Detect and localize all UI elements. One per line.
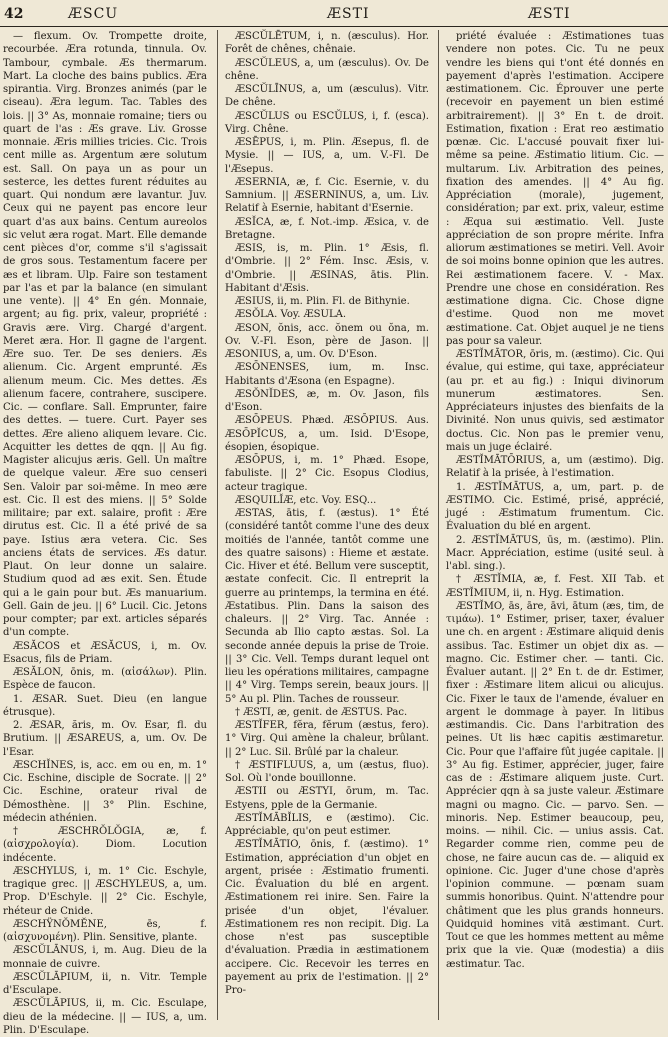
entry: ÆSQUILĬÆ, etc. Voy. ESQ... [235, 494, 377, 506]
entry: ÆSTĬMĀTOR, ōris, m. (æstimo). Cic. Qui évalue, qui estime, qui taxe, appréciateur (au pr. et au fig.) : Iniqui divinorum munerum æstimatores. Sen. Appréciateurs injustes des bienfaits de la Divinité. Non unus quivis, sed æstimator doctus. Cic. Non pas le premier venu, mais un juge éclairé. [446, 349, 664, 453]
entry: ÆSCHYLUS, i, m. 1° Cic. Eschyle, tragique grec. || ÆSCHYLEUS, a, um. Prop. D'Eschyle. || 2° Cic. Eschyle, rhéteur de Cnide. [3, 865, 207, 917]
entry: ÆSERNIA, æ, f. Cic. Esernie, v. du Samnium. || ÆSERNINUS, a, um. Liv. Relatif à Esernie, habitant d'Esernie. [225, 176, 429, 215]
header-rule [0, 26, 668, 27]
column-3 [446, 30, 664, 1020]
entry: — flexum. Ov. Trompette droite, recourbée. Æra rotunda, tinnula. Ov. Tambour, cymbale. Æs thermarum. Mart. La cloche des bains publics. Æra spirantia. Virg. Bronzes animés (par le ciseau). Æra legum. Tac. Tables des lois. || 3° As, monnaie romaine; tiers ou quart de l'as : Æs grave. Liv. Grosse monnaie. Æris millies tricies. Cic. Trois cent mille as. Argentum ære solutum est. Sall. On paya un as pour un sesterce, les dettes furent réduites au quart. Qui nondum ære lavantur. Juv. Ceux qui ne payent pas encore leur quart d'as aux bains. Centum aureolos sic velut æra rogat. Mart. Elle demande cent pièces d'or, comme s'il s'agissait de gros sous. Testamentum facere per æs et libram. Ulp. Faire son testament par l'as et par la balance (en simulant une vente). || 4° En gén. Monnaie, argent; au fig. prix, valeur, propriété : Gravis ære. Virg. Chargé d'argent. Meret æra. Hor. Il gagne de l'argent. Ære suo. Ter. De ses deniers. Æs alienum. Cic. Argent emprunté. Æs alienum meum. Cic. Mes dettes. Æs alienum facere, contrahere, suscipere. Cic. — conflare. Sall. Emprunter, faire des dettes. — tuere. Curt. Payer ses dettes. Ære alieno aliquem levare. Cic. Acquitter les dettes de qqn. || Au fig. Magister alicujus æris. Gell. Un maître de quelque valeur. Ære suo censeri Sen. Valoir par soi-même. In meo ære est. Cic. Il est des miens. || 5° Solde militaire; par ext. salaire, profit : Ære dirutus est. Cic. Il a été privé de sa paye. Istius æra vetera. Cic. Ses anciens états de services. Æs datur. Plaut. On leur donne un salaire. Studium quod ad æs exit. Sen. Étude qui a le gain pour but. Æs manuarium. Gell. Gain de jeu. || 6° Lucil. Cic. Jetons pour compter; par ext. articles séparés d'un compte. [3, 31, 207, 639]
entry: ÆSTĬMĀTIO, ōnis, f. (æstimo). 1° Estimation, appréciation d'un objet en argent, prisée : Æstimatio frumenti. Cic. Évaluation du blé en argent. Æstimationem rei inire. Sen. Faire la prisée d'un objet, l'évaluer. Æstimationem res non recipit. Dig. La chose n'est pas susceptible d'évaluation. Prædia in æstimationem accipere. Cic. Recevoir les terres en payement au prix de l'estimation. || 2° Pro- [225, 839, 429, 996]
entry: ÆSŌPEUS. Phæd. ÆSŌPIUS. Aus. ÆSŌPĬCUS, a, um. Isid. D'Esope, ésopien, ésopique. [225, 415, 429, 453]
entry: ÆSTĬMĀBĬLIS, e (æstimo). Cic. Appréciable, qu'on peut estimer. [225, 812, 429, 837]
column-2 [225, 30, 429, 1020]
entry: 1. ÆSAR. Suet. Dieu (en langue étrusque). [3, 693, 207, 718]
entry: ÆSŌNENSES, ium, m. Insc. Habitants d'Æsona (en Espagne). [225, 362, 429, 387]
entry: ÆSCHŸNŎMĔNE, ēs, f. (αἰσχυνομένη). Plin. Sensitive, plante. [3, 918, 207, 943]
entry: 1. ÆSTĬMĀTUS, a, um, part. p. de ÆSTIMO. Cic. Estimé, prisé, apprécié, jugé : Æstimatum frumentum. Cic. Évaluation du blé en argent. [446, 481, 664, 533]
running-head-left: ÆSCU [68, 6, 119, 22]
entry: ÆSTĬFER, fĕra, fĕrum (æstus, fero). 1° Virg. Qui amène la chaleur, brûlant. || 2° Luc. Sil. Brûlé par la chaleur. [225, 720, 429, 758]
entry: ÆSŎLA. Voy. ÆSULA. [235, 309, 347, 321]
entry: ÆSĒPUS, i, m. Plin. Æsepus, fl. de Mysie. || — IUS, a, um. V.-Fl. De l'Æsepus. [225, 137, 429, 175]
entry: † ÆSCHRŎLŎGIA, æ, f. (αἰσχρολογία). Diom. Locution indécente. [3, 826, 207, 864]
entry: ÆSTAS, ātis, f. (æstus). 1° Été (considéré tantôt comme l'une des deux moitiés de l'année, tantôt comme une des quatre saisons) : Hieme et æstate. Cic. Hiver et été. Bellum vere susceptit, æstate confecit. Cic. Il entreprit la guerre au printemps, la termina en été. Æstatibus. Plin. Dans la saison des chaleurs. || 2° Virg. Tac. Année : Secunda ab Ilio capto æstas. Sol. La seconde année depuis la prise de Troie. || 3° Cic. Vell. Temps durant lequel ont lieu les opérations militaires, campagne || 4° Virg. Temps serein, beaux jours. || 5° Au pl. Plin. Taches de rousseur. [225, 508, 429, 705]
page-header [0, 0, 668, 32]
entry: † ÆSTI, æ, genit. de ÆSTUS. Pac. [235, 706, 408, 718]
page-number: 42 [4, 6, 24, 22]
running-head-center: ÆSTI [327, 6, 370, 22]
entry: ÆSCŬLEUS, a, um (æsculus). Ov. De chêne. [225, 57, 429, 82]
entry: ÆSCHĬNES, is, acc. em ou en, m. 1° Cic. Eschine, disciple de Socrate. || 2° Cic. Eschine, orateur rival de Démosthène. || 3° Plin. Eschine, médecin athénien. [3, 759, 207, 824]
entry: ÆSĂCOS et ÆSĂCUS, i, m. Ov. Esacus, fils de Priam. [3, 640, 207, 665]
entry: ÆSŎNĬDES, æ, m. Ov. Jason, fils d'Eson. [225, 388, 429, 413]
entry: 2. ÆSAR, ăris, m. Ov. Esar, fl. du Brutium. || ÆSAREUS, a, um. Ov. De l'Esar. [3, 720, 207, 758]
entry: ÆSON, ŏnis, acc. ŏnem ou ŏna, m. Ov. V.-Fl. Eson, père de Jason. || ÆSONIUS, a, um. Ov. D'Eson. [225, 322, 429, 360]
entry: ÆSIUS, ii, m. Plin. Fl. de Bithynie. [235, 296, 410, 307]
entry: † ÆSTIFLUUS, a, um (æstus, fluo). Sol. Où l'onde bouillonne. [225, 759, 429, 784]
entry: ÆSCŬLĒTUM, i, n. (æsculus). Hor. Forêt de chênes, chênaie. [225, 31, 429, 56]
entry: ÆSCŬLĪNUS, a, um (æsculus). Vitr. De chêne. [225, 84, 429, 109]
entry: ÆSCŬLĀPIUS, ii, m. Cic. Esculape, dieu de la médecine. || — IUS, a, um. Plin. D'Esculape. [3, 998, 207, 1036]
column-1 [3, 30, 207, 1036]
column-divider [438, 30, 439, 1020]
entry: ÆSTĬMĀTŌRIUS, a, um (æstimo). Dig. Relatif à la prisée, à l'estimation. [446, 455, 664, 480]
running-head-right: ÆSTI [528, 6, 571, 22]
entry: † ÆSTĬMIA, æ, f. Fest. XII Tab. et ÆSTĬMIUM, ii, n. Hyg. Estimation. [446, 574, 664, 599]
entry: ÆSCŬLĀNUS, i, m. Aug. Dieu de la monnaie de cuivre. [3, 945, 207, 970]
entry: ÆSCŬLĀPIUM, ii, n. Vitr. Temple d'Esculape. [3, 971, 207, 996]
entry: priété évaluée : Æstimationes tuas vendere non potes. Cic. Tu ne peux vendre les biens qui t'ont été donnés en payement d'après l'estimation. Accipere æstimationem. Cic. Éprouver une perte (recevoir en payement un bien estimé arbitrairement). || 3° En t. de droit. Estimation, fixation : Erat reo æstimatio pœnæ. Cic. L'accusé pouvait fixer lui-même sa peine. Æstimatio litium. Cic. — multarum. Liv. Arbitration des peines, fixation des amendes. || 4° Au fig. Appréciation (morale), jugement, considération; par ext. prix, valeur, estime : Æqua sui æstimatio. Vell. Juste appréciation de son propre mérite. Infra aliorum æstimationes se metiri. Vell. Avoir de soi moins bonne opinion que les autres. Rei æstimationem facere. V. - Max. Prendre une chose en considération. Res æstimatione digna. Cic. Chose digne d'estime. Quod non me movet æstimatione. Cat. Objet auquel je ne tiens pas pour sa valeur. [446, 31, 664, 347]
entry: ÆSTĬMO, ās, āre, āvi, ātum (æs, tim, de τιμάω). 1° Estimer, priser, taxer, évaluer une ch. en argent : Æstimare aliquid denis assibus. Tac. Estimer un objet dix as. — magno. Cic. Estimer cher. — tanti. Cic. Évaluer autant. || 2° En t. de dr. Estimer, fixer : Æstimare litem alicui ou alicujus. Cic. Fixer le taux de l'amende, évaluer en argent le dommage à payer. In litibus æstimandis. Cic. Dans l'arbitration des peines. Ut lis hæc capitis æstimaretur. Cic. Pour que l'affaire fût jugée capitale. || 3° Au fig. Estimer, apprécier, juger, faire cas de : Æstimare aliquem juste. Curt. Apprécier qqn à sa juste valeur. Æstimare magni ou magno. Cic. — parvo. Sen. — minoris. Nep. Estimer beaucoup, peu, moins. — nihil. Cic. — unius assis. Cat. Regarder comme rien, comme peu de chose, ne faire aucun cas de. — aliquid ex opinione. Cic. Juger d'une chose d'après l'opinion commune. — pœnam suam summis honoribus. Quint. N'attendre pour châtiment que les plus grands honneurs. Quidquid homines vitā æstimant. Curt. Tout ce que les hommes mettent au même prix que la vie. Quæ (modestia) a diis æstimatur. Tac. [446, 600, 664, 970]
entry: ÆSIS, is, m. Plin. 1° Æsis, fl. d'Ombrie. || 2° Fém. Insc. Æsis, v. d'Ombrie. || ÆSINAS, ātis. Plin. Habitant d'Æsis. [225, 243, 429, 294]
entry: ÆSŌPUS, i, m. 1° Phæd. Esope, fabuliste. || 2° Cic. Esopus Clodius, acteur tragique. [225, 455, 429, 493]
entry: ÆSĬCA, æ, f. Not.-imp. Æsica, v. de Bretagne. [225, 216, 429, 241]
column-divider [217, 30, 218, 1020]
entry: ÆSTII ou ÆSTYI, ōrum, m. Tac. Estyens, pple de la Germanie. [225, 786, 429, 811]
entry: ÆSCŬLUS ou ESCŬLUS, i, f. (esca). Virg. Chêne. [225, 110, 429, 135]
entry: 2. ÆSTĬMĀTUS, ūs, m. (æstimo). Plin. Macr. Appréciation, estime (usité seul. à l'abl. sing.). [446, 534, 664, 572]
entry: ÆSĂLON, ōnis, m. (αἰσάλων). Plin. Espèce de faucon. [3, 667, 207, 692]
